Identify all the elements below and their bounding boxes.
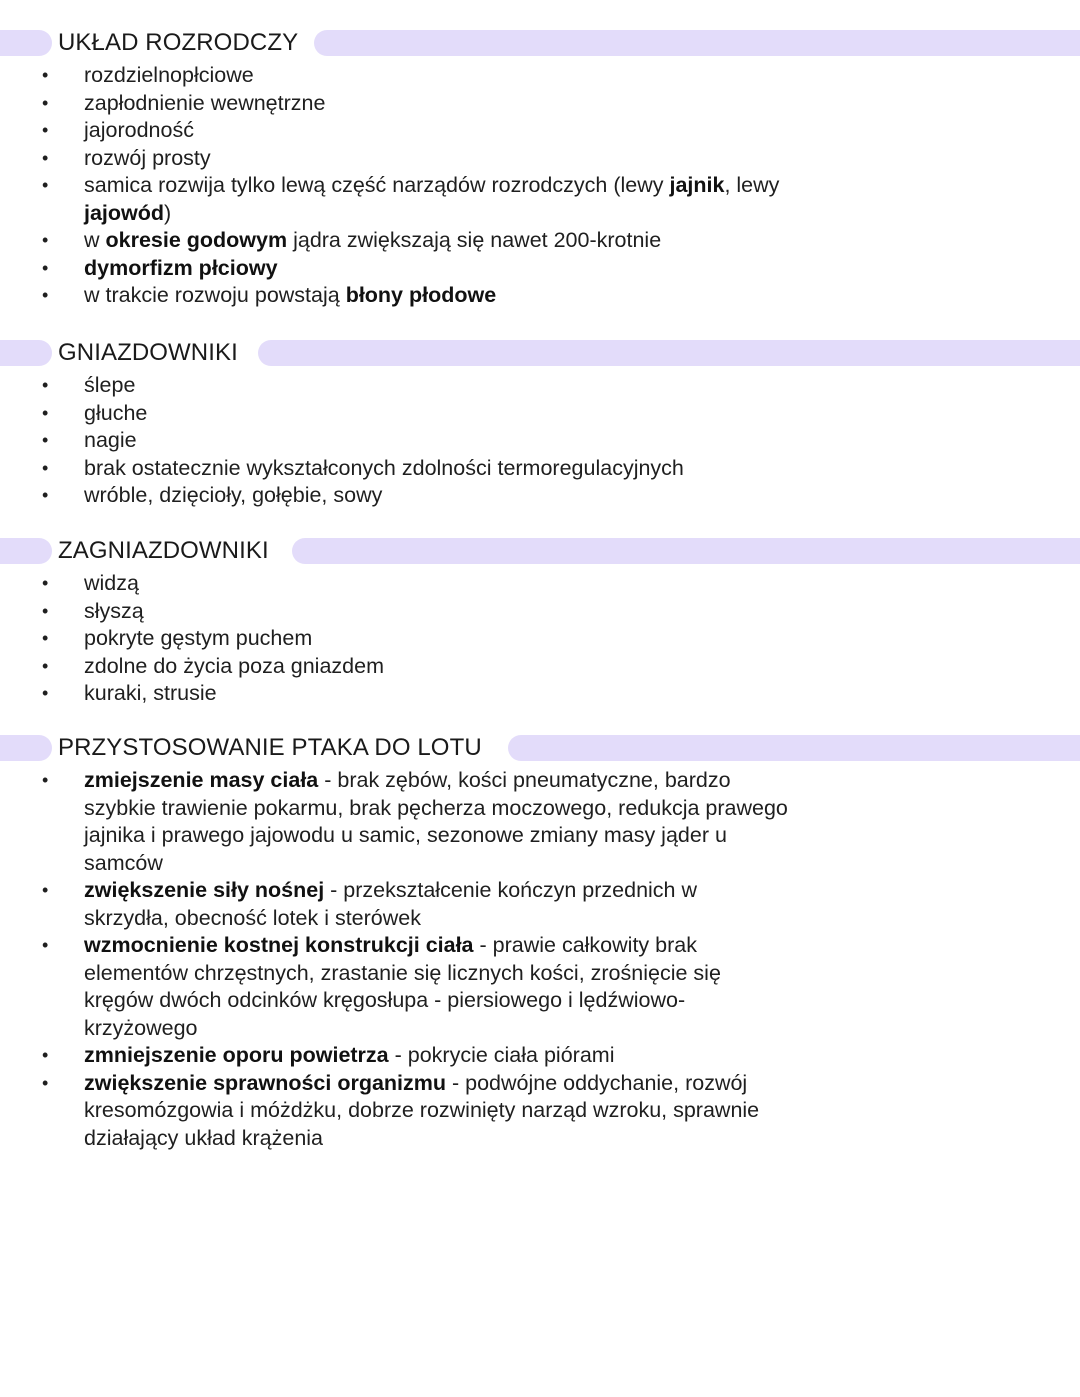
- list-item: • w trakcie rozwoju powstają błony płodowe: [0, 282, 1080, 310]
- bullet-icon: •: [42, 375, 49, 395]
- bullet-list: [0, 62, 1080, 310]
- bullet-icon: •: [42, 573, 49, 593]
- list-item: • głuche: [0, 400, 1080, 428]
- section-header: [0, 28, 1080, 58]
- header-accent-right: [258, 340, 1080, 366]
- list-item: • rozdzielnopłciowe: [0, 62, 1080, 90]
- section-header: [0, 338, 1080, 368]
- bullet-list: [0, 570, 1080, 708]
- list-item: • jajorodność: [0, 117, 1080, 145]
- list-item: • słyszą: [0, 598, 1080, 626]
- bullet-icon: •: [42, 935, 49, 955]
- section-zagniazdowniki: [0, 536, 1080, 708]
- bullet-icon: •: [42, 92, 49, 113]
- bullet-icon: •: [42, 655, 49, 676]
- bullet-icon: •: [42, 402, 49, 423]
- header-accent-left: [0, 340, 52, 366]
- bullet-icon: •: [42, 175, 49, 195]
- section-title: ZAGNIAZDOWNIKI: [58, 537, 269, 564]
- bullet-icon: •: [42, 147, 49, 168]
- list-item: • zmiejszenie masy ciała - brak zębów, kości pneumatyczne, bardzo szybkie trawienie pokarmu, brak pęcherza moczowego, redukcja prawego jajnika i prawego jajowodu u samic, sezonowe zmiany masy jąder u samców: [42, 768, 788, 875]
- header-accent-left: [0, 30, 52, 56]
- section-gniazdowniki: [0, 338, 1080, 510]
- section-title: PRZYSTOSOWANIE PTAKA DO LOTU: [58, 734, 482, 761]
- bullet-icon: •: [42, 285, 49, 305]
- list-item: • dymorfizm płciowy: [0, 255, 1080, 283]
- list-item: • ślepe: [0, 372, 1080, 400]
- list-item: • pokryte gęstym puchem: [0, 625, 1080, 653]
- list-item: • widzą: [0, 570, 1080, 598]
- bullet-icon: •: [42, 457, 49, 478]
- bullet-icon: •: [42, 628, 49, 648]
- list-item: • w okresie godowym jądra zwiększają się nawet 200-krotnie: [0, 227, 1080, 255]
- bullet-list: [0, 767, 1080, 1152]
- list-item: • samica rozwija tylko lewą część narządów rozrodczych (lewy jajnik, lewy jajowód): [42, 173, 780, 225]
- header-accent-left: [0, 538, 52, 564]
- bullet-icon: •: [42, 1072, 49, 1093]
- list-item: • nagie: [0, 427, 1080, 455]
- list-item: • wzmocnienie kostnej konstrukcji ciała - prawie całkowity brak elementów chrzęstnych, zrastanie się licznych kości, zrośnięcie się kręgów dwóch odcinków kręgosłupa - piersiowego i lędźwiowo-krzyżowego: [42, 933, 721, 1040]
- section-title: UKŁAD ROZRODCZY: [58, 29, 299, 56]
- section-title: GNIAZDOWNIKI: [58, 339, 238, 366]
- bullet-icon: •: [42, 120, 49, 140]
- list-item: • brak ostatecznie wykształconych zdolności termoregulacyjnych: [0, 455, 1080, 483]
- header-accent-left: [0, 735, 52, 761]
- list-item: • zwiększenie sprawności organizmu - podwójne oddychanie, rozwój kresomózgowia i móżdżku, dobrze rozwinięty narząd wzroku, sprawnie działający układ krążenia: [42, 1070, 760, 1150]
- bullet-icon: •: [42, 257, 49, 278]
- bullet-icon: •: [42, 770, 49, 790]
- header-accent-right: [508, 735, 1080, 761]
- section-przystosowanie-do-lotu: [0, 733, 1080, 1152]
- section-uklad-rozrodczy: [0, 28, 1080, 310]
- list-item: • rozwój prosty: [0, 145, 1080, 173]
- list-item: • zmniejszenie oporu powietrza - pokrycie ciała piórami: [0, 1042, 1080, 1070]
- bullet-icon: •: [42, 683, 49, 703]
- list-item: • wróble, dzięcioły, gołębie, sowy: [0, 482, 1080, 510]
- list-item: • zapłodnienie wewnętrzne: [0, 90, 1080, 118]
- bullet-icon: •: [42, 1045, 49, 1065]
- bullet-icon: •: [42, 65, 49, 85]
- list-item: • kuraki, strusie: [0, 680, 1080, 708]
- bullet-list: [0, 372, 1080, 510]
- bullet-icon: •: [42, 880, 49, 900]
- section-header: [0, 536, 1080, 566]
- list-item: • zdolne do życia poza gniazdem: [0, 653, 1080, 681]
- section-header: [0, 733, 1080, 763]
- bullet-icon: •: [42, 600, 49, 621]
- header-accent-right: [314, 30, 1080, 56]
- bullet-icon: •: [42, 485, 49, 505]
- header-accent-right: [292, 538, 1080, 564]
- bullet-icon: •: [42, 430, 49, 450]
- bullet-icon: •: [42, 230, 49, 250]
- list-item: • zwiększenie siły nośnej - przekształcenie kończyn przednich w skrzydła, obecność lotek i sterówek: [42, 878, 698, 930]
